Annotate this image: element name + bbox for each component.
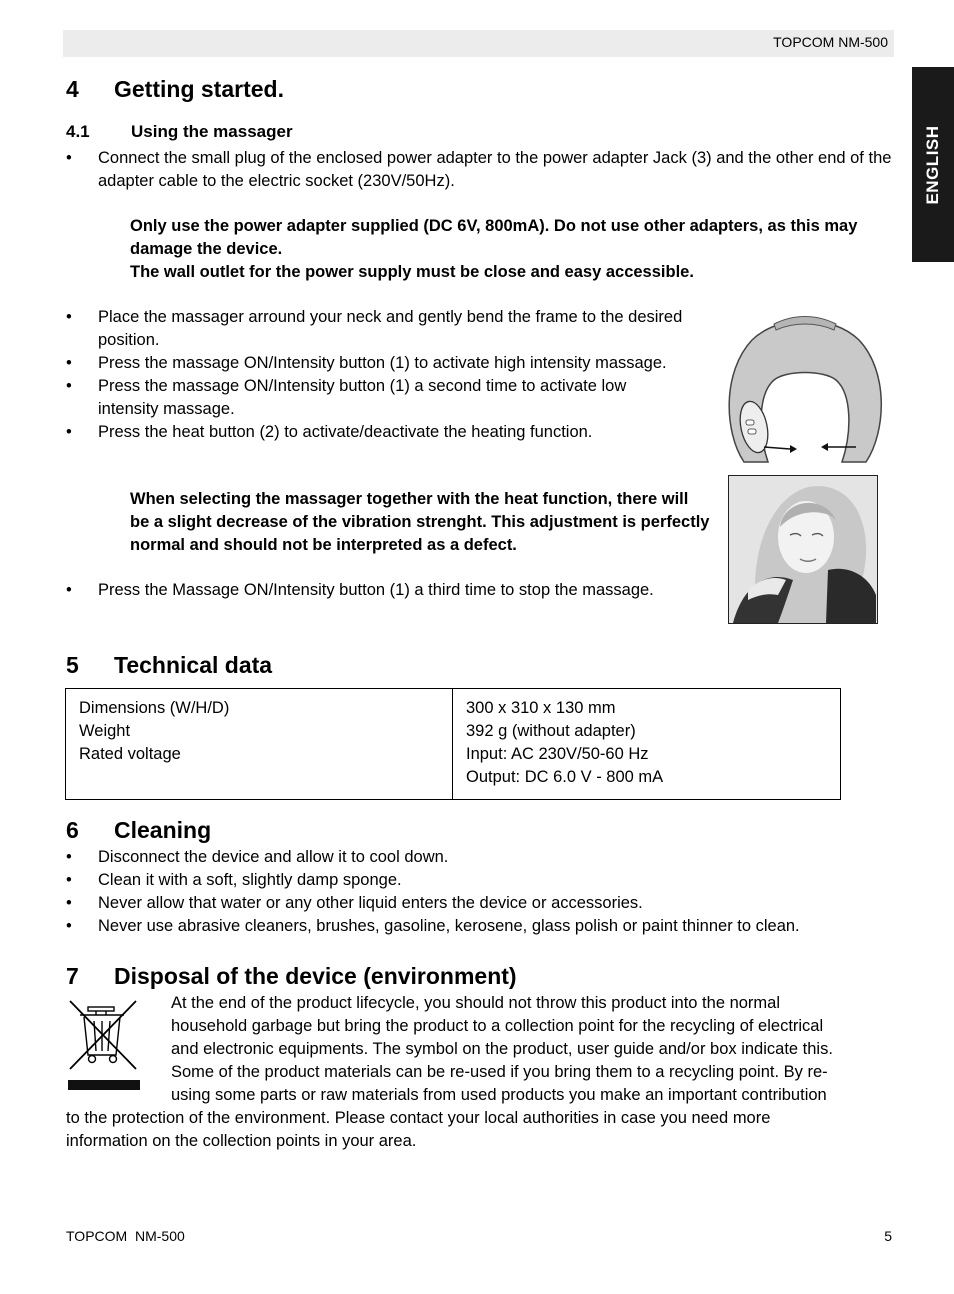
paragraph-line: household garbage but bring the product to a collection point for the recycling of electrical <box>171 1017 824 1035</box>
list-item: • Press the massage ON/Intensity button (1) a second time to activate low intensity massage. <box>66 377 627 418</box>
spec-label: Dimensions (W/H/D) <box>79 699 230 717</box>
paragraph-line: Some of the product materials can be re-used if you bring them to a recycling point. By re- <box>171 1063 828 1081</box>
section-7-heading <box>66 963 766 993</box>
header-bar <box>63 30 894 57</box>
spec-value: 392 g (without adapter) <box>466 722 636 740</box>
paragraph-line: using some parts or raw materials from used products you make an important contribution <box>171 1086 827 1104</box>
list-item: • Disconnect the device and allow it to cool down. <box>66 848 449 866</box>
section-title: Getting started. <box>114 76 284 102</box>
spec-label: Rated voltage <box>79 745 181 763</box>
bullet-list-stop <box>66 579 691 602</box>
section-number: 4 <box>66 76 79 102</box>
paragraph-line: to the protection of the environment. Please contact your local authorities in case you need more <box>66 1109 771 1127</box>
section-title: Technical data <box>114 652 273 678</box>
spec-value: 300 x 310 x 130 mm <box>466 699 616 717</box>
section-6-heading <box>66 817 666 847</box>
subsection-title: Using the massager <box>131 122 293 141</box>
spec-value: Output: DC 6.0 V - 800 mA <box>466 768 664 786</box>
list-item: • Press the massage ON/Intensity button (1) to activate high intensity massage. <box>66 354 667 372</box>
header-title: TOPCOM NM-500 <box>773 34 888 50</box>
language-label: ENGLISH <box>923 124 942 205</box>
paragraph-line: At the end of the product lifecycle, you should not throw this product into the normal <box>171 994 781 1012</box>
section-title: Cleaning <box>114 817 212 843</box>
warning-text: The wall outlet for the power supply must be close and easy accessible. <box>130 263 694 281</box>
weee-bin-icon <box>66 997 142 1093</box>
heat-function-note: When selecting the massager together with the heat function, there will be a slight decrease of the vibration strenght. This adjustment is perfectly normal and should not be interpreted as a defect. <box>130 490 710 554</box>
list-item: • Clean it with a soft, slightly damp sponge. <box>66 871 402 889</box>
paragraph-line: and electronic equipments. The symbol on the product, user guide and/or box indicate this. <box>171 1040 833 1058</box>
footer-product: TOPCOM NM-500 <box>66 1228 185 1244</box>
page-number: 5 <box>884 1228 892 1244</box>
technical-data-table <box>65 688 841 800</box>
list-item: • Press the heat button (2) to activate/deactivate the heating function. <box>66 423 593 441</box>
table-row <box>66 689 841 800</box>
bullet-list-connect <box>66 147 898 193</box>
power-adapter-warning <box>130 215 905 284</box>
language-tab <box>912 67 954 262</box>
subsection-number: 4.1 <box>66 122 90 141</box>
section-5-heading <box>66 652 666 682</box>
list-item: • Place the massager arround your neck and gently bend the frame to the desired position. <box>66 308 683 349</box>
bullet-list-operation <box>66 306 691 444</box>
section-number: 5 <box>66 652 79 678</box>
list-item: • Never allow that water or any other liquid enters the device or accessories. <box>66 894 643 912</box>
list-item: • Connect the small plug of the enclosed power adapter to the power adapter Jack (3) and the other end of the adapter cable to the electric socket (230V/50Hz). <box>66 149 892 190</box>
bullet-list-cleaning <box>66 846 901 938</box>
section-number: 7 <box>66 963 79 989</box>
section-number: 6 <box>66 817 79 843</box>
woman-photo <box>728 475 878 624</box>
section-4-heading <box>66 76 666 106</box>
table-cell-values <box>453 689 841 800</box>
subsection-4-1-heading <box>66 122 666 144</box>
disposal-text-full <box>66 1107 906 1153</box>
section-title: Disposal of the device (environment) <box>114 963 517 989</box>
neck-massager-illustration <box>724 312 886 470</box>
list-item: • Never use abrasive cleaners, brushes, gasoline, kerosene, glass polish or paint thinner to clean. <box>66 917 800 935</box>
warning-text: Only use the power adapter supplied (DC 6V, 800mA). Do not use other adapters, as this may damage the device. <box>130 217 858 258</box>
spec-value: Input: AC 230V/50-60 Hz <box>466 745 649 763</box>
disposal-text-indented <box>171 992 911 1107</box>
paragraph-line: information on the collection points in your area. <box>66 1132 417 1150</box>
table-cell-labels <box>66 689 453 800</box>
list-item: • Press the Massage ON/Intensity button (1) a third time to stop the massage. <box>66 581 654 599</box>
spec-label: Weight <box>79 722 131 740</box>
